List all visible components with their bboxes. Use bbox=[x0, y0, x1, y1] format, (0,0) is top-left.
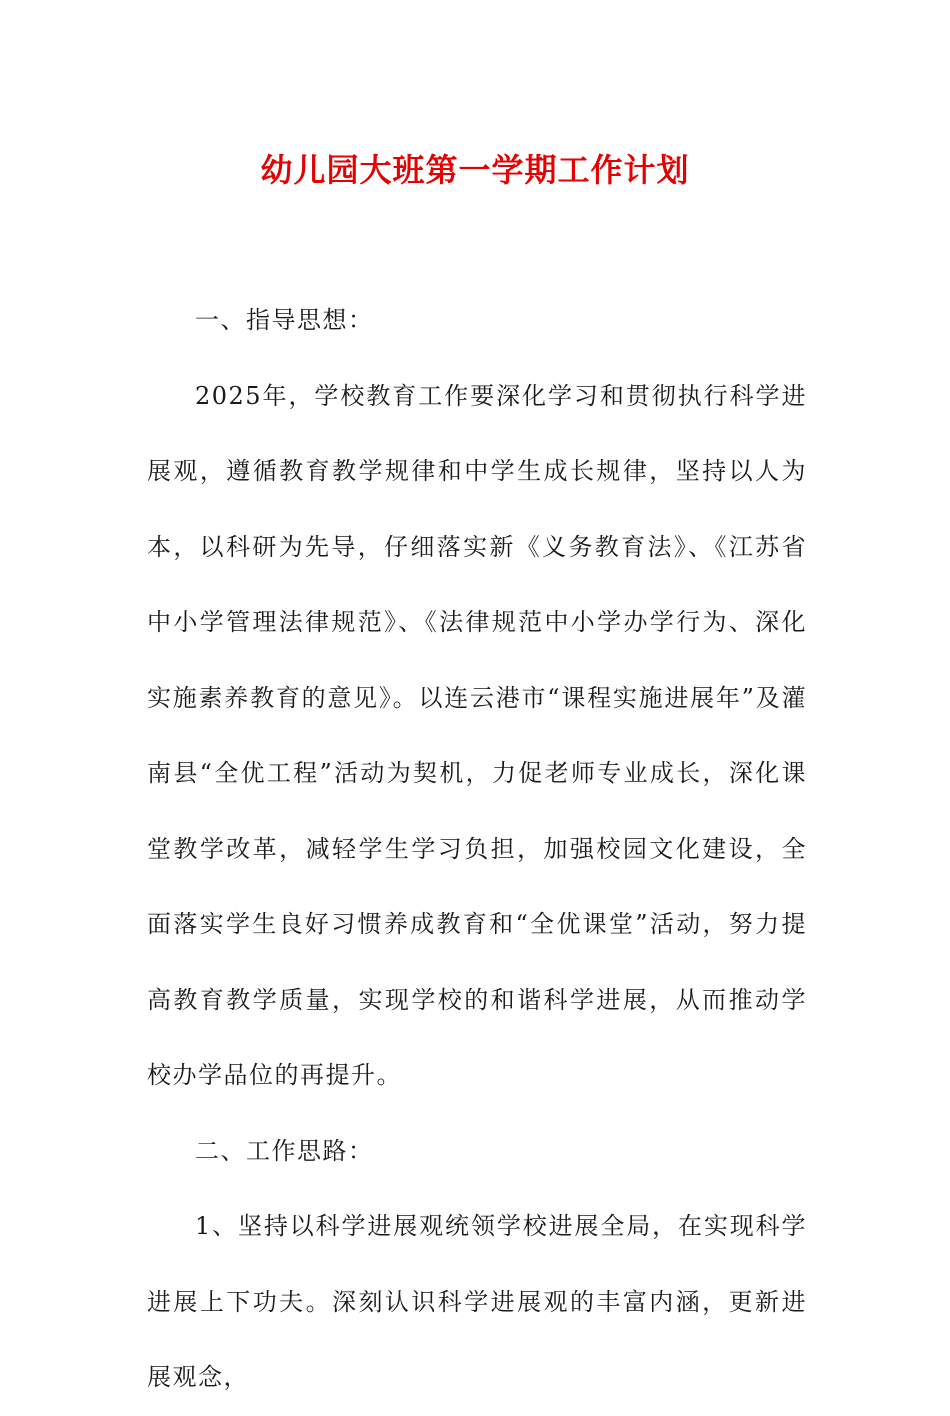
document-body bbox=[147, 283, 807, 1416]
section-heading-guiding-thought: 一、指导思想： bbox=[195, 306, 374, 334]
paragraph-work-approach-1: 1、坚持以科学进展观统领学校进展全局，在实现科学进展上下功夫。深刻认识科学进展观的丰富内涵，更新进展观念， bbox=[147, 1212, 807, 1391]
document-title: 幼儿园大班第一学期工作计划 bbox=[260, 151, 690, 189]
section-heading-work-approach: 二、工作思路： bbox=[195, 1136, 374, 1165]
paragraph-guiding-thought: 2025年，学校教育工作要深化学习和贯彻执行科学进展观，遵循教育教学规律和中学生成长规律，坚持以人为本，以科研为先导，仔细落实新《义务教育法》、《江苏省中小学管理法律规范》、《法律规范中小学办学行为、深化实施素养教育的意见》。以连云港市“课程实施进展年”及灌南县“全优工程”活动为契机，力促老师专业成长，深化课堂教学改革，减轻学生学习负担，加强校园文化建设，全面落实学生良好习惯养成教育和“全优课堂”活动，努力提高教育教学质量，实现学校的和谐科学进展，从而推动学校办学品位的再提升。 bbox=[147, 381, 807, 1089]
